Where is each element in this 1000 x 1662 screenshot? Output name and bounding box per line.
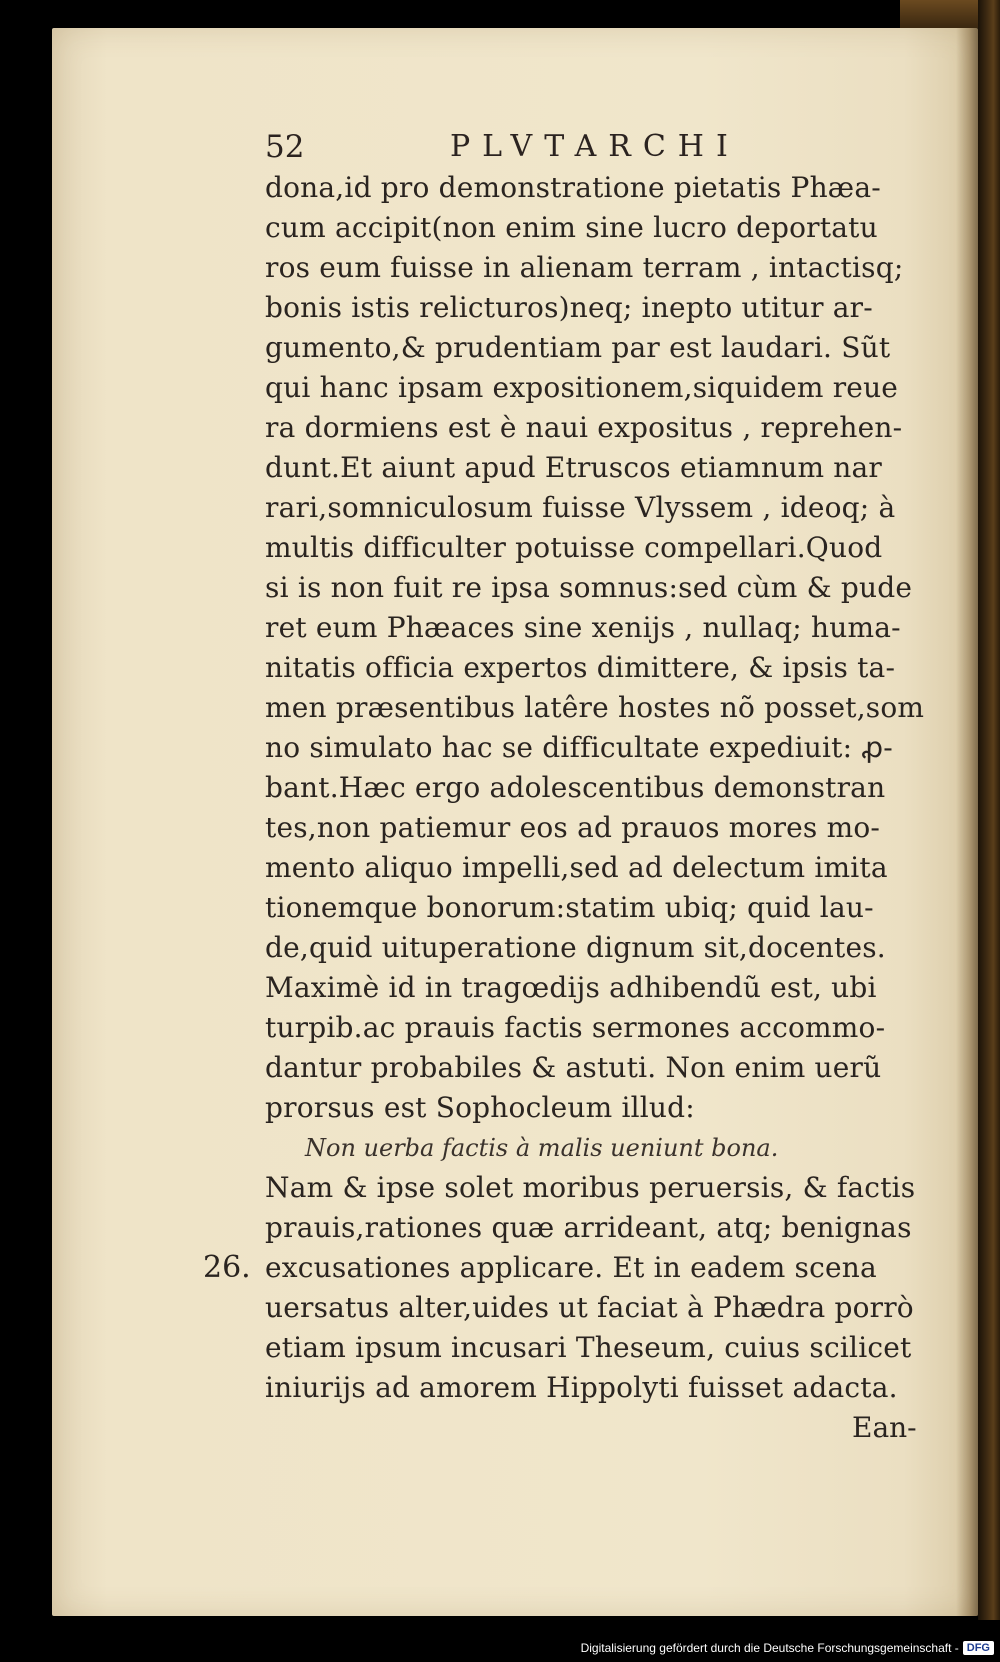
page-edge-shadow — [956, 28, 978, 1616]
text-line: prauis,rationes quæ arrideant, atq; benignas — [265, 1211, 912, 1244]
text-line: gumento,& prudentiam par est laudari. Sũt — [265, 331, 891, 364]
text-line: cum accipit(non enim sine lucro deportatu — [265, 211, 878, 244]
text-line: men præsentibus latêre hostes nõ posset,som — [265, 691, 925, 724]
text-line: ret eum Phæaces sine xenijs , nullaq; huma- — [265, 611, 901, 644]
page-number: 52 — [265, 129, 305, 165]
text-line: qui hanc ipsam expositionem,siquidem reue — [265, 371, 899, 404]
dfg-logo-icon: DFG — [963, 1641, 994, 1655]
text-line: si is non fuit re ipsa somnus:sed cùm & pude — [265, 571, 913, 604]
text-line: prorsus est Sophocleum illud: — [265, 1091, 695, 1124]
text-line: Maximè id in tragœdijs adhibendũ est, ubi — [265, 971, 877, 1004]
text-line: ros eum fuisse in alienam terram , intactisq; — [265, 251, 904, 284]
text-line: etiam ipsum incusari Theseum, cuius scilicet — [265, 1331, 912, 1364]
credit-text: Digitalisierung gefördert durch die Deutsche Forschungsgemeinschaft - — [580, 1641, 959, 1655]
text-line: nitatis officia expertos dimittere, & ipsis ta- — [265, 651, 896, 684]
text-line: tes,non patiemur eos ad prauos mores mo- — [265, 811, 881, 844]
text-line: dona,id pro demonstratione pietatis Phæa- — [265, 171, 881, 204]
book-binding-edge — [978, 0, 1000, 1620]
text-line: no simulato hac se difficultate expediuit: ꝓ- — [265, 731, 893, 764]
running-header — [265, 127, 885, 167]
text-line: bant.Hæc ergo adolescentibus demonstran — [265, 771, 886, 804]
text-line: mento aliquo impelli,sed ad delectum imita — [265, 851, 888, 884]
text-line: iniurijs ad amorem Hippolyti fuisset adacta. — [265, 1371, 898, 1404]
text-line: multis difficulter potuisse compellari.Quod — [265, 531, 883, 564]
text-line: uersatus alter,uides ut faciat à Phædra porrò — [265, 1291, 914, 1324]
text-line: bonis istis relicturos)neq; inepto utitur ar- — [265, 291, 873, 324]
text-line: Nam & ipse solet moribus peruersis, & factis — [265, 1171, 916, 1204]
text-line: excusationes applicare. Et in eadem scena — [265, 1251, 877, 1284]
body-text — [265, 168, 935, 1408]
verse-quotation: Non uerba factis à malis ueniunt bona. — [305, 1134, 779, 1162]
text-line: turpib.ac prauis factis sermones accommo- — [265, 1011, 886, 1044]
catchword: Ean- — [852, 1411, 917, 1444]
digitization-credit — [581, 1637, 994, 1659]
text-line: de,quid uituperatione dignum sit,docentes. — [265, 931, 886, 964]
margin-section-number: 26. — [203, 1250, 251, 1285]
text-line: rari,somniculosum fuisse Vlyssem , ideoq; à — [265, 491, 896, 524]
text-line: dantur probabiles & astuti. Non enim uerũ — [265, 1051, 882, 1084]
running-title: PLVTARCHI — [450, 129, 740, 164]
text-line: dunt.Et aiunt apud Etruscos etiamnum nar — [265, 451, 883, 484]
text-line: ra dormiens est è naui expositus , reprehen- — [265, 411, 903, 444]
text-line: tionemque bonorum:statim ubiq; quid lau- — [265, 891, 874, 924]
